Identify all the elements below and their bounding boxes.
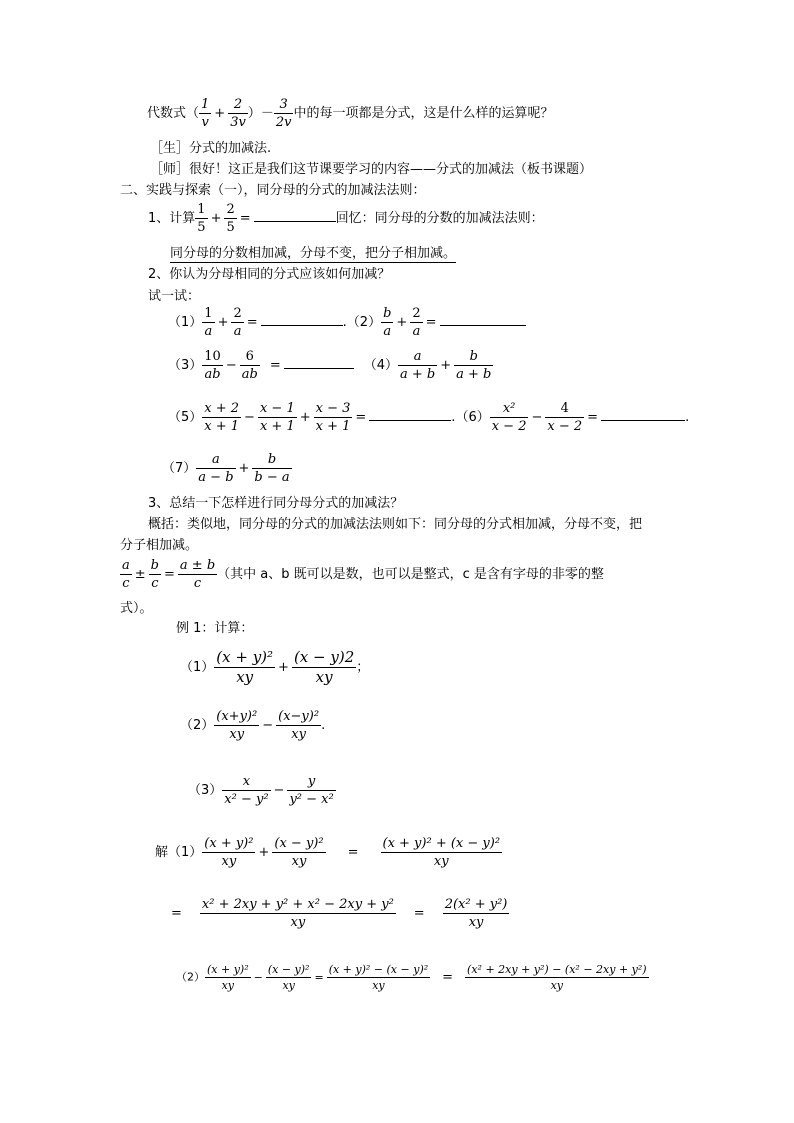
fraction: $\frac{10}{ab}$ bbox=[204, 349, 221, 382]
fraction: $\frac{6}{ab}$ bbox=[241, 349, 258, 382]
item1-label: 1、计算 bbox=[148, 211, 196, 226]
intro-question: 中的每一项都是分式，这是什么样的运算呢？ bbox=[293, 106, 554, 121]
fraction: $\frac{y}{\text{y² − x²}}$ bbox=[289, 774, 334, 807]
answer-blank[interactable] bbox=[440, 325, 526, 326]
fraction: $\frac{a \pm b}{c}$ bbox=[179, 558, 216, 591]
try-label: 试一试： bbox=[148, 289, 201, 304]
solution-line-2: = $\frac{\text{x² + 2xy + y² + x² − 2xy + y²}}{xy}$ = $\frac{\text{2(x² + y²)}}{xy}$ bbox=[171, 897, 508, 930]
exercise-number: （6） bbox=[455, 410, 490, 425]
exercise-number: （3） bbox=[168, 358, 203, 373]
fraction: $\frac{b}{a + b}$ bbox=[456, 349, 492, 382]
formula-note: （其中 a、b 既可以是数，也可以是整式，c 是含有字母的非零的整 bbox=[217, 567, 604, 582]
item1-line: 1、计算 $\frac{1}{5}$ + $\frac{2}{5}$ = 回忆：同分母的分数的加减法法则： bbox=[148, 202, 544, 235]
fraction: $\frac{x}{\text{x² − y²}}$ bbox=[224, 774, 269, 807]
summary-line-1: 概括：类似地，同分母的分式的加减法法则如下：同分母的分式相加减，分母不变，把 bbox=[148, 517, 643, 532]
fraction: $\frac{b}{a}$ bbox=[383, 306, 392, 339]
exercise-number: （1） bbox=[168, 315, 203, 330]
fraction: $\frac{2}{5}$ bbox=[226, 202, 235, 235]
fraction: $\frac{2}{3v}$ bbox=[230, 97, 246, 130]
fraction: $\frac{4}{x - 2}$ bbox=[547, 401, 583, 434]
example-number: （3） bbox=[188, 783, 223, 798]
example-number: （1） bbox=[180, 660, 215, 675]
fraction: $\frac{\text{(x + y)² − (x − y)²}}{xy}$ bbox=[328, 963, 429, 992]
answer-blank[interactable] bbox=[601, 420, 685, 421]
exercise-number: （5） bbox=[168, 410, 203, 425]
recall-text: 回忆：同分母的分数的加减法法则： bbox=[335, 211, 544, 226]
answer-blank[interactable] bbox=[261, 325, 343, 326]
rule-line bbox=[170, 247, 456, 260]
fraction: $\frac{\text{(x² + 2xy + y²) − (x² − 2xy + y²)}}{xy}$ bbox=[467, 963, 647, 992]
solution-label: 解（1） bbox=[155, 845, 203, 860]
fraction: $\frac{\text{(x − y)²}}{xy}$ bbox=[267, 963, 310, 992]
item2-line: 2、你认为分母相同的分式应该如何加减？ bbox=[148, 267, 391, 282]
fraction: $\frac{\text{x²}}{x - 2}$ bbox=[491, 401, 527, 434]
solution-number: （2） bbox=[176, 970, 205, 984]
student-line: ［生］分式的加减法. bbox=[150, 141, 272, 156]
answer-blank[interactable] bbox=[369, 420, 451, 421]
exercise-number: （4） bbox=[363, 358, 398, 373]
fraction: $\frac{\text{2(x² + y²)}}{xy}$ bbox=[444, 897, 508, 930]
fraction: $\frac{1}{a}$ bbox=[204, 306, 213, 339]
example-q1: （1） $\frac{\text{(x + y)²}}{xy}$ + $\frac{(x - y)2}{xy}$ ； bbox=[180, 648, 370, 686]
exercise-number: （2） bbox=[346, 315, 382, 330]
fraction: $\frac{b}{b - a}$ bbox=[254, 452, 290, 485]
solution-line-3: （2） $\frac{\text{(x + y)²}}{xy}$ − $\frac{\text{(x − y)²}}{xy}$ = $\frac{\text{(x + y)² − (x − y)²}}{xy}$ = $\frac{\text{(x² + 2xy + y²) − (x² − 2xy + y²)}}{xy}$ bbox=[176, 963, 647, 992]
rule-text: 同分母的分数相加减，分母不变，把分子相加减。 bbox=[170, 246, 457, 261]
fraction: $\frac{x - 3}{x + 1}$ bbox=[315, 401, 351, 434]
fraction: $\frac{\text{(x + y)²}}{xy}$ bbox=[204, 836, 254, 869]
rule-formula: $\frac{a}{c}$ ± $\frac{b}{c}$ = $\frac{a \pm b}{c}$ （其中 a、b 既可以是数，也可以是整式，c 是含有字母的非零的整 bbox=[122, 558, 604, 591]
exercise-number: （7） bbox=[162, 461, 197, 476]
intro-prefix: 代数式（ bbox=[147, 106, 200, 121]
fraction: $\frac{3}{2v}$ bbox=[275, 97, 292, 130]
fraction: $\frac{1}{5}$ bbox=[197, 202, 206, 235]
fraction: $\frac{\text{(x−y)²}}{xy}$ bbox=[278, 709, 320, 742]
exercise-row-1: （1） $\frac{1}{a}$ + $\frac{2}{a}$ = .（2） $\frac{b}{a}$ + $\frac{2}{a}$ = bbox=[168, 307, 526, 338]
example-q3: （3） $\frac{x}{\text{x² − y²}}$ − $\frac{y}{\text{y² − x²}}$ bbox=[188, 774, 334, 807]
solution-line-1: 解（1） $\frac{\text{(x + y)²}}{xy}$ + $\frac{\text{(x − y)²}}{xy}$ = $\frac{\text{(x + y)² + (x − y)²}}{xy}$ bbox=[155, 836, 501, 869]
section-heading: 二、实践与探索（一），同分母的分式的加减法法则： bbox=[120, 183, 426, 198]
example-q2: （2） $\frac{\text{(x+y)²}}{xy}$ − $\frac{\text{(x−y)²}}{xy}$ . bbox=[180, 709, 326, 742]
fraction: $\frac{a}{a + b}$ bbox=[400, 349, 436, 382]
teacher-line: ［师］很好！这正是我们这节课要学习的内容——分式的加减法（板书课题） bbox=[150, 162, 593, 177]
fraction: $\frac{b}{c}$ bbox=[150, 558, 159, 591]
exercise-row-3: （5） $\frac{x + 2}{x + 1}$ − $\frac{x - 1}{x + 1}$ + $\frac{x - 3}{x + 1}$ = .（6） $\frac{\text{x²}}{x - 2}$ − $\frac{4}{x - 2}$ = . bbox=[168, 401, 690, 434]
fraction: $\frac{a}{a - b}$ bbox=[198, 452, 234, 485]
item3-line: 3、总结一下怎样进行同分母分式的加减法？ bbox=[148, 496, 404, 511]
fraction: $\frac{2}{a}$ bbox=[233, 306, 242, 339]
intro-line: 代数式（ $\frac{1}{v}$ + $\frac{2}{3v}$ ）－ $\frac{3}{2v}$ 中的每一项都是分式，这是什么样的运算呢？ bbox=[147, 97, 554, 130]
fraction: $\frac{1}{v}$ bbox=[201, 97, 210, 130]
summary-line-2: 分子相加减。 bbox=[120, 538, 199, 553]
fraction: $\frac{x + 2}{x + 1}$ bbox=[204, 401, 240, 434]
fraction: $\frac{\text{(x − y)²}}{xy}$ bbox=[274, 836, 324, 869]
intro-suffix: ）－ bbox=[247, 106, 274, 121]
example-label: 例 1：计算： bbox=[176, 621, 254, 636]
fraction: $\frac{2}{a}$ bbox=[412, 306, 421, 339]
example-number: （2） bbox=[180, 718, 215, 733]
answer-blank[interactable] bbox=[284, 368, 354, 369]
exercise-row-4: （7） $\frac{a}{a - b}$ + $\frac{b}{b - a}$ bbox=[162, 452, 290, 485]
fraction: $\frac{x - 1}{x + 1}$ bbox=[259, 401, 295, 434]
fraction: $\frac{\text{(x+y)²}}{xy}$ bbox=[216, 709, 258, 742]
fraction: $\frac{\text{(x + y)²}}{xy}$ bbox=[207, 963, 249, 992]
answer-blank[interactable] bbox=[254, 221, 336, 222]
fraction: $\frac{\text{(x + y)² + (x − y)²}}{xy}$ bbox=[382, 836, 501, 869]
fraction: $\frac{(x - y)2}{xy}$ bbox=[293, 648, 355, 686]
fraction: $\frac{\text{(x + y)²}}{xy}$ bbox=[216, 648, 274, 686]
summary-line-end: 式）。 bbox=[120, 601, 153, 616]
exercise-row-2: （3） $\frac{10}{ab}$ − $\frac{6}{ab}$ = （4） $\frac{a}{a + b}$ + $\frac{b}{a + b}$ bbox=[168, 349, 492, 382]
fraction: $\frac{\text{x² + 2xy + y² + x² − 2xy + y²}}{xy}$ bbox=[201, 897, 394, 930]
fraction: $\frac{a}{c}$ bbox=[122, 558, 130, 591]
